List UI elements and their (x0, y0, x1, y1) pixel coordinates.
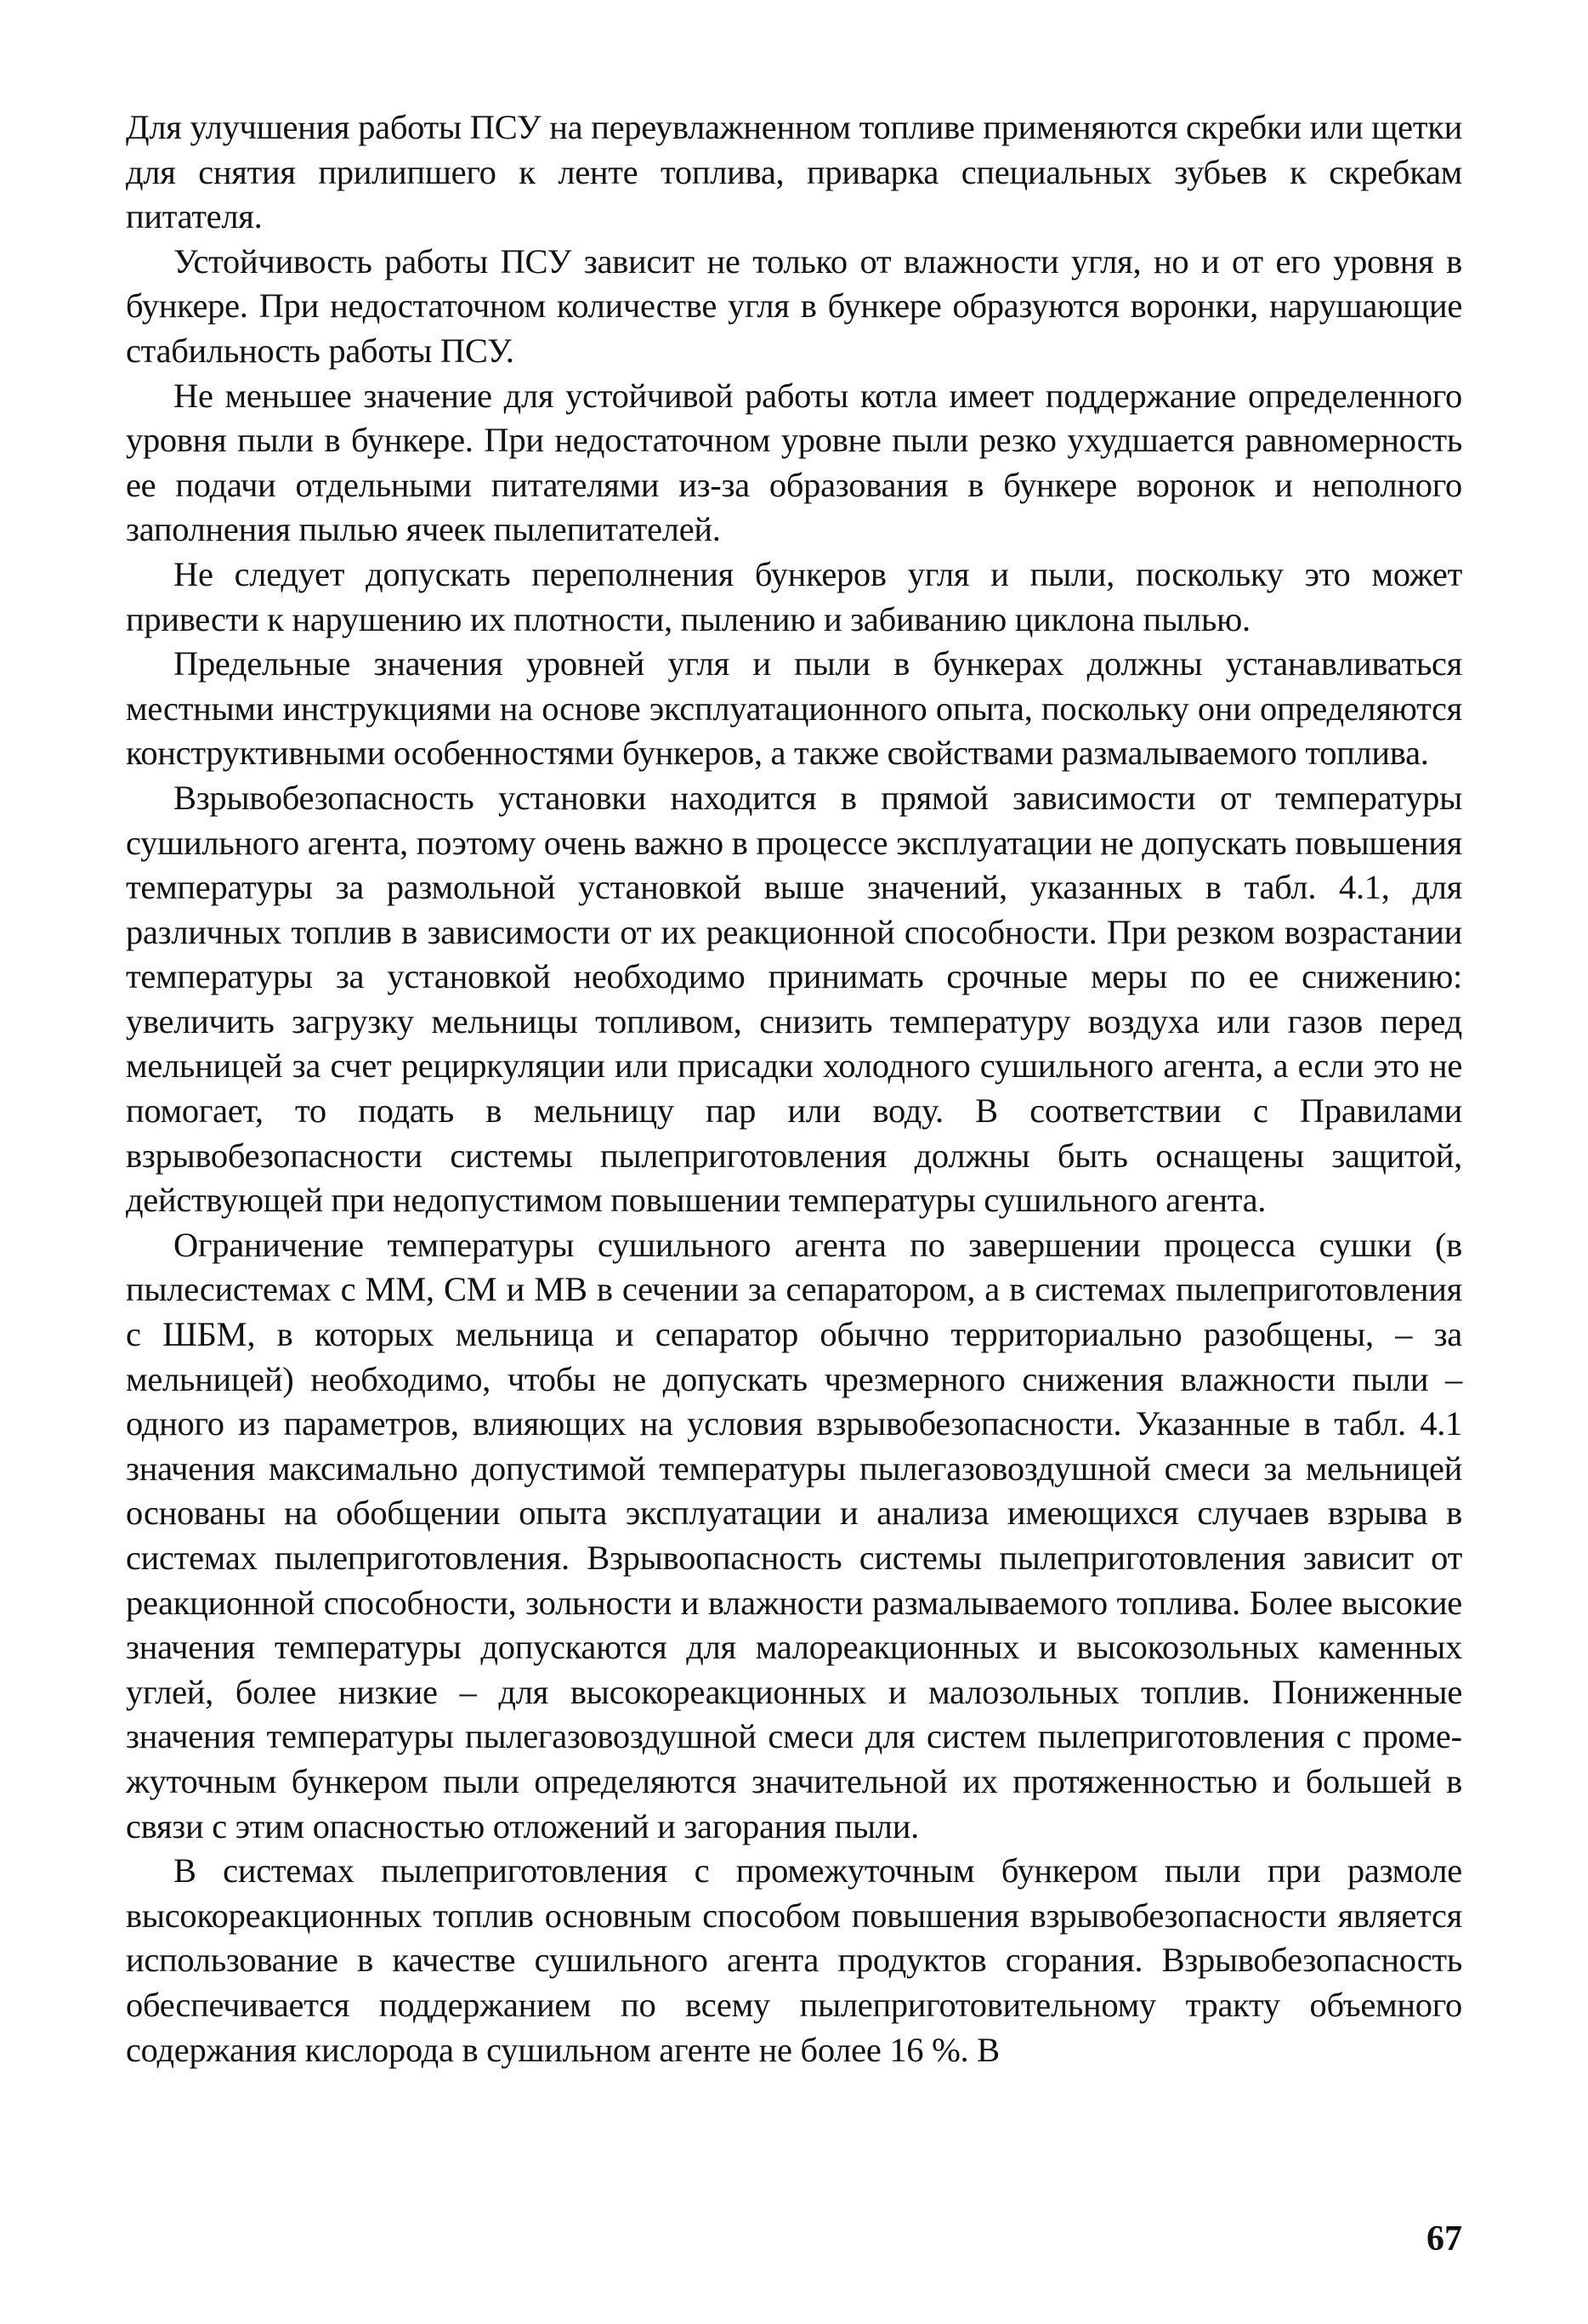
document-page (126, 105, 1462, 2281)
paragraph-7: Ограничение температуры сушильного агента по завершении процесса сушки (в пылесистемах с ММ, СМ и МВ в сечении за сепаратором, а в системах пылеприготовления с ШБМ, в которых мельница и сепаратор обычно территориально разобщены, – за мельницей) необходимо, чтобы не допускать чрезмерного снижения влажности пыли – одного из параметров, влияющих на условия взрывобезопасности. Указанные в табл. 4.1 значения максимально допустимой температуры пылегазовоздушной смеси за мельницей основаны на обобщении опыта эксплуатации и анализа имеющихся случаев взрыва в системах пылеприготовления. Взрывоопасность системы пылеприготовления зависит от реакционной способности, зольности и влажности размалываемого топлива. Более высокие значения температуры допускаются для малореакционных и высокозольных каменных углей, более низкие – для высокореакционных и малозольных топлив. Пониженные значения температуры пылегазовоздушной смеси для систем пылеприготовления с промежуточным бункером пыли определяются значительной их протяженностью и большей в связи с этим опасностью отложений и загорания пыли. (126, 1225, 1462, 1845)
paragraph-5: Предельные значения уровней угля и пыли в бункерах должны устанавливаться местными инструкциями на основе эксплуатационного опыта, поскольку они определяются конструктивными особенностями бункеров, а также свойствами размалываемого топлива. (126, 644, 1462, 773)
paragraph-2: Устойчивость работы ПСУ зависит не только от влажности угля, но и от его уровня в бункере. При недостаточном количестве угля в бункере образуются воронки, нарушающие стабильность работы ПСУ. (126, 241, 1462, 370)
page-number: 67 (1426, 2219, 1462, 2259)
paragraph-8: В системах пылеприготовления с промежуточным бункером пыли при размоле высокореакционных топлив основным способом повышения взрывобезопасности является использование в качестве сушильного агента продуктов сгорания. Взрывобезопасность обеспечивается поддержанием по всему пылеприготовительному тракту объемного содержания кислорода в сушильном агенте не более 16 %. В (126, 1851, 1462, 2069)
paragraph-6: Взрывобезопасность установки находится в прямой зависимости от температуры сушильного агента, поэтому очень важно в процессе эксплуатации не допускать повышения температуры за размольной установкой выше значений, указанных в табл. 4.1, для различных топлив в зависимости от их реакционной способности. При резком возрастании температуры за установкой необходимо принимать срочные меры по ее снижению: увеличить загрузку мельницы топливом, снизить температуру воздуха или газов перед мельницей за счет рециркуляции или присадки холодного сушильного агента, а если это не помогает, то подать в мельницу пар или воду. В соответствии с Правилами взрывобезопасности системы пылеприготовления должны быть оснащены защитой, действующей при недопустимом повышении температуры сушильного агента. (126, 778, 1462, 1220)
paragraph-4: Не следует допускать переполнения бункеров угля и пыли, поскольку это может привести к нарушению их плотности, пылению и забиванию циклона пылью. (126, 554, 1462, 638)
body-text (126, 105, 1462, 2072)
paragraph-1: Для улучшения работы ПСУ на переувлажненном топливе применяются скребки или щетки для снятия прилипшего к ленте топлива, приварка специальных зубьев к скребкам питателя. (126, 108, 1462, 236)
paragraph-3: Не меньшее значение для устойчивой работы котла имеет поддержание определенного уровня пыли в бункере. При недостаточном уровне пыли резко ухудшается равномерность ее подачи отдельными питателями из-за образования в бункере воронок и неполного заполнения пылью ячеек пылепитателей. (126, 376, 1462, 549)
